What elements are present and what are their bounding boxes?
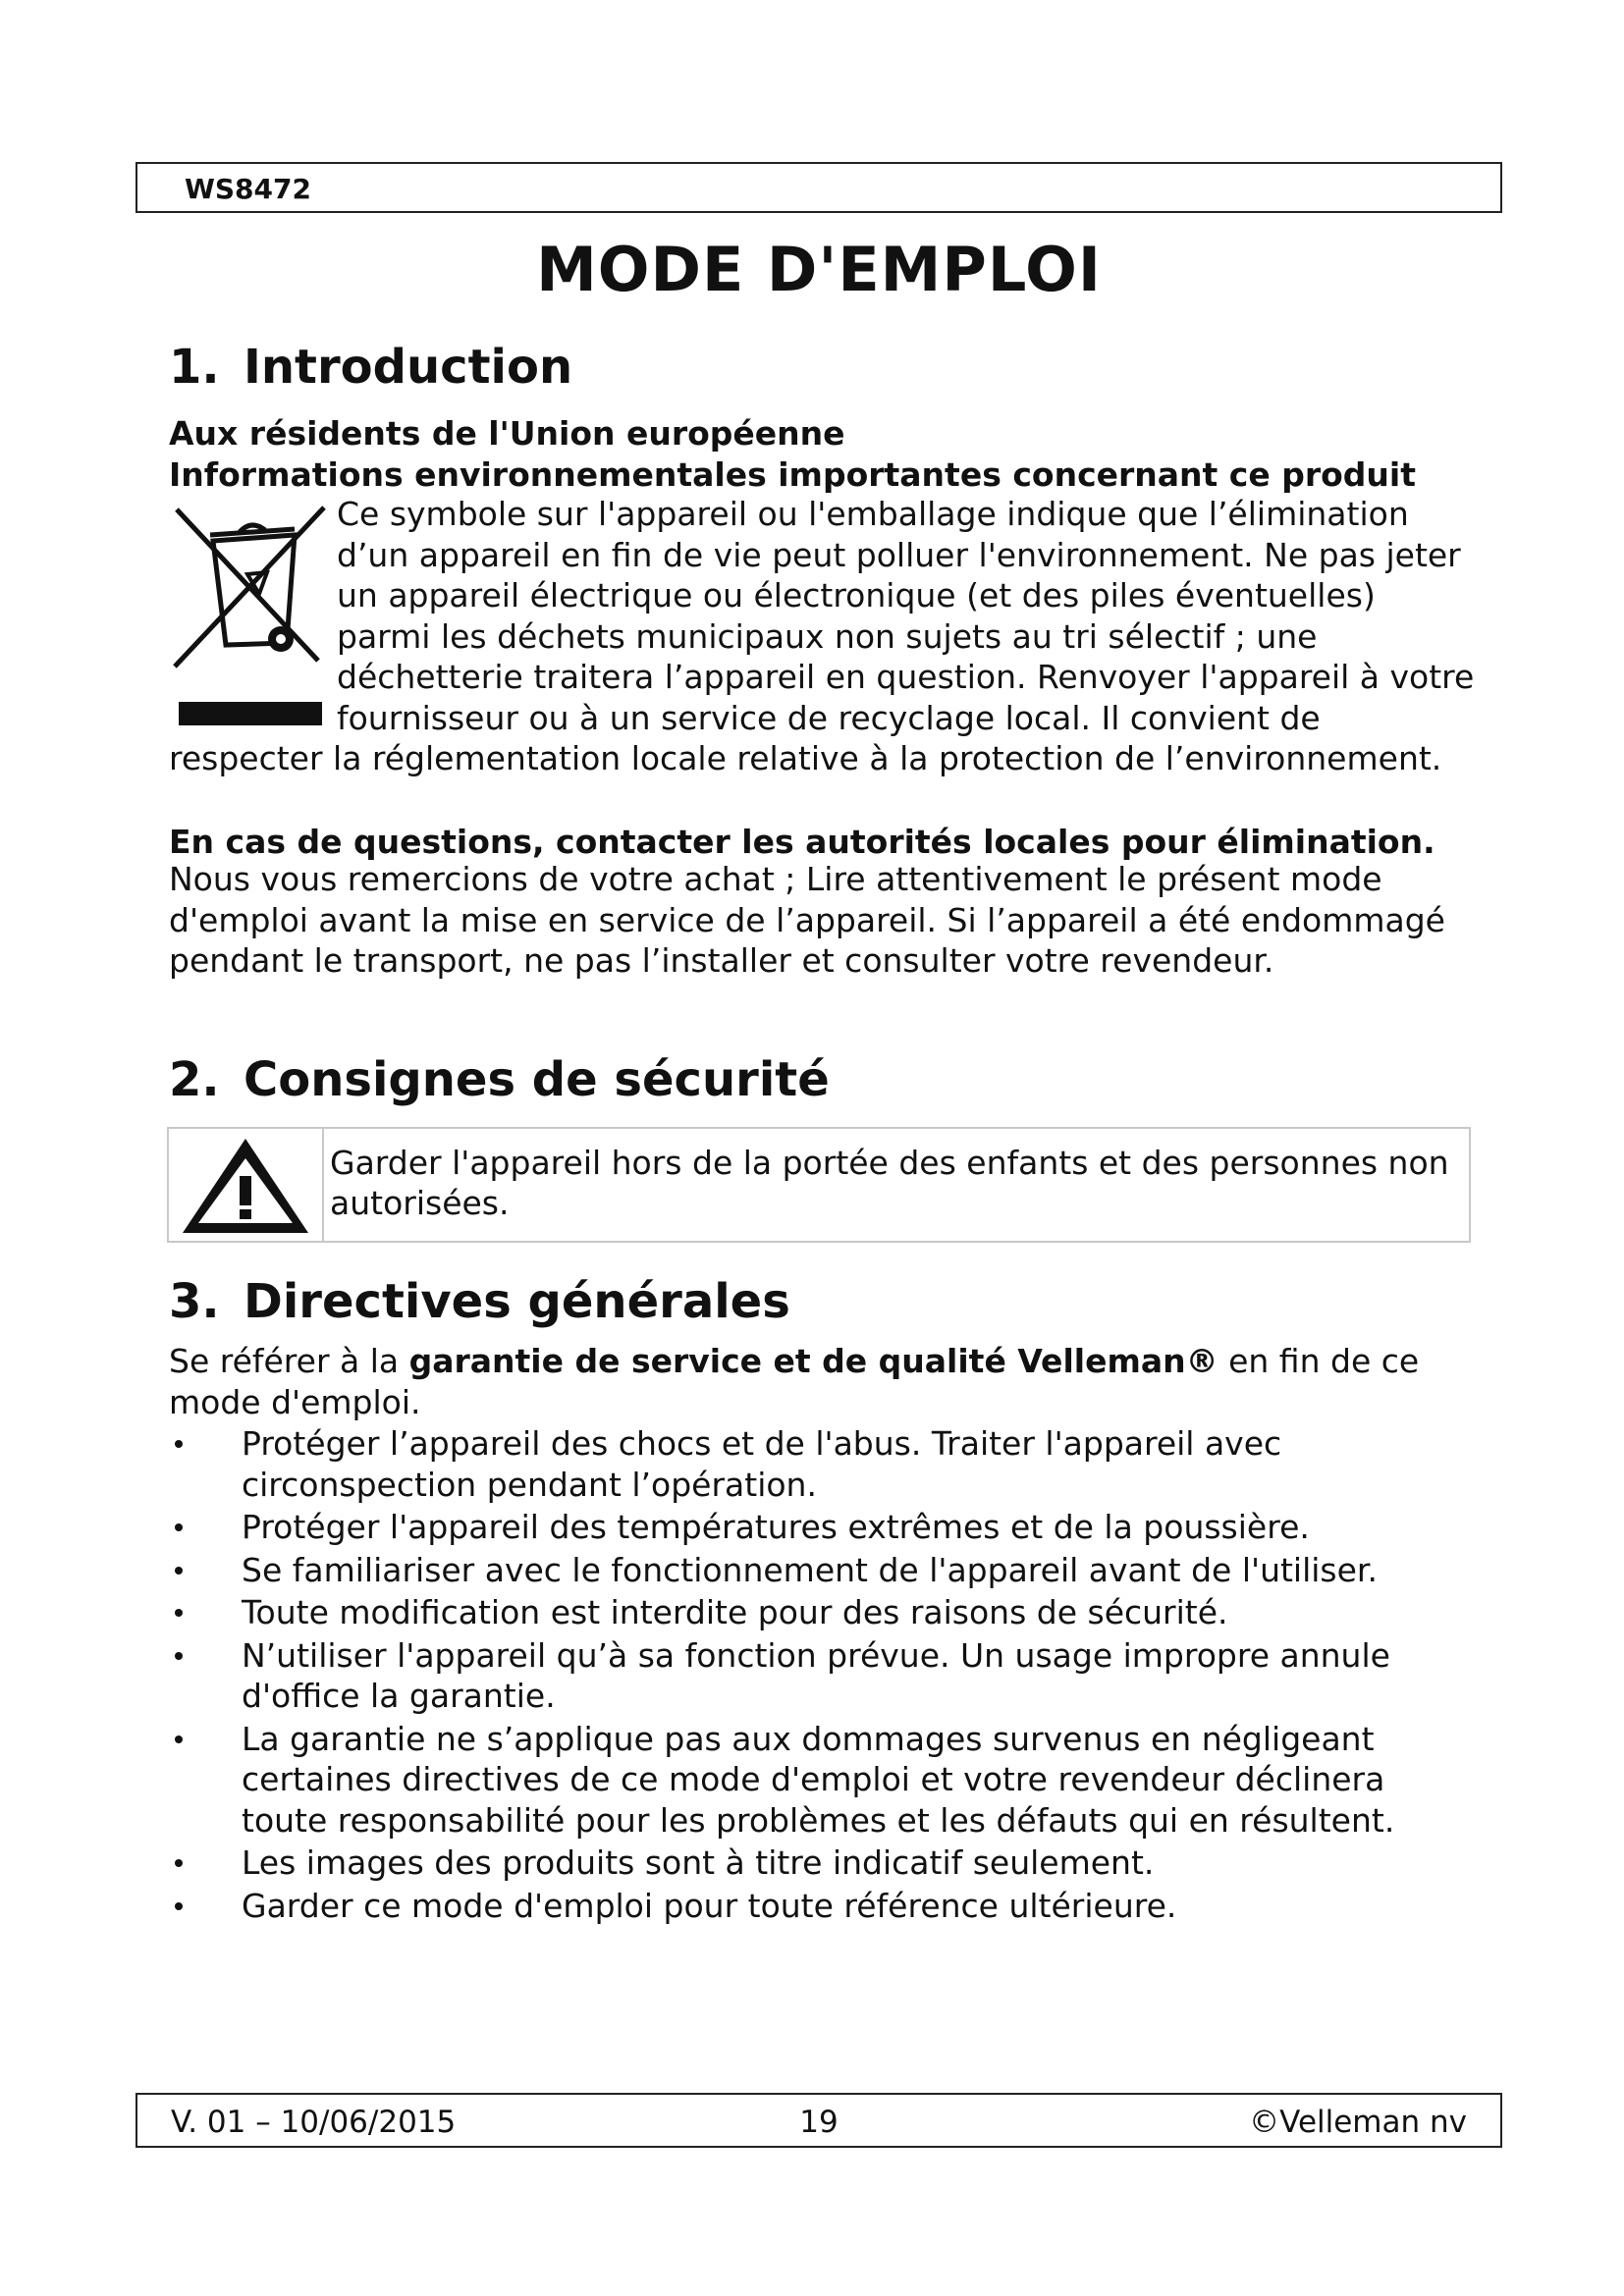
list-item: La garantie ne s’applique pas aux dommages survenus en négligeant certaines directives de ce mode d'emploi et votre revendeur déclinera toute responsabilité pour les problèmes et les défauts qui en résultent. [169,1719,1475,1842]
footer-copyright: ©Velleman nv [1249,2105,1467,2140]
list-item: Garder ce mode d'emploi pour toute référence ultérieure. [169,1886,1475,1927]
section-3-title: Directives générales [244,1274,790,1329]
warning-triangle-icon [169,1129,322,1241]
footer-box [135,2093,1502,2148]
safety-warning-text: Garder l'appareil hors de la portée des enfants et des personnes non autorisées. [330,1144,1449,1222]
list-item: N’utiliser l'appareil qu’à sa fonction prévue. Un usage impropre annule d'office la garantie. [169,1635,1475,1717]
environment-info-title: Informations environnementales importantes concernant ce produit [169,455,1417,494]
header-box [135,162,1502,213]
weee-float-spacer [169,494,337,729]
guarantee-intro-bold: garantie de service et de qualité Velleman® [408,1342,1218,1380]
footer-version: V. 01 – 10/06/2015 [171,2105,457,2140]
list-item: Toute modification est interdite pour des raisons de sécurité. [169,1592,1475,1633]
section-1-title: Introduction [244,340,573,395]
section-3-heading [169,1274,790,1329]
list-item: Protéger l'appareil des températures extrêmes et de la poussière. [169,1507,1475,1548]
eu-residents-title: Aux résidents de l'Union européenne [169,414,845,453]
section-2-number: 2. [169,1052,220,1107]
section-2-heading [169,1052,830,1107]
guarantee-intro-after: en fin de ce mode d'emploi. [169,1342,1420,1421]
questions-notice: En cas de questions, contacter les autorités locales pour élimination. [169,823,1435,861]
safety-warning-box [167,1127,1471,1243]
guarantee-intro-before: Se référer à la [169,1342,409,1380]
model-code: WS8472 [185,173,311,205]
list-item: Les images des produits sont à titre indicatif seulement. [169,1842,1475,1884]
guidelines-list [169,1423,1475,1928]
list-item: Protéger l’appareil des chocs et de l'abus. Traiter l'appareil avec circonspection pendant l’opération. [169,1423,1475,1505]
weee-paragraph [169,494,1475,779]
weee-text: Ce symbole sur l'appareil ou l'emballage indique que l’élimination d’un appareil en fin de vie peut polluer l'environnement. Ne pas jeter un appareil électrique ou électronique (et des piles éventuelles) parmi les déchets municipaux non sujets au tri sélectif ; une déchetterie traitera l’appareil en question. Renvoyer l'appareil à votre fournisseur ou à un service de recyclage local. Il convient de respecter la réglementation locale relative à la protection de l’environnement. [169,495,1475,777]
section-1-heading [169,340,572,395]
section-1-number: 1. [169,340,220,395]
guarantee-intro [169,1341,1475,1422]
list-item: Se familiariser avec le fonctionnement de l'appareil avant de l'utiliser. [169,1550,1475,1591]
thanks-paragraph: Nous vous remercions de votre achat ; Lire attentivement le présent mode d'emploi avant la mise en service de l’appareil. Si l’appareil a été endommagé pendant le transport, ne pas l’installer et consulter votre revendeur. [169,860,1445,980]
section-2-title: Consignes de sécurité [244,1052,830,1107]
document-title: MODE D'EMPLOI [536,234,1102,305]
section-3-number: 3. [169,1274,220,1329]
warning-icon-cell [169,1129,324,1241]
page-number: 19 [799,2105,839,2140]
